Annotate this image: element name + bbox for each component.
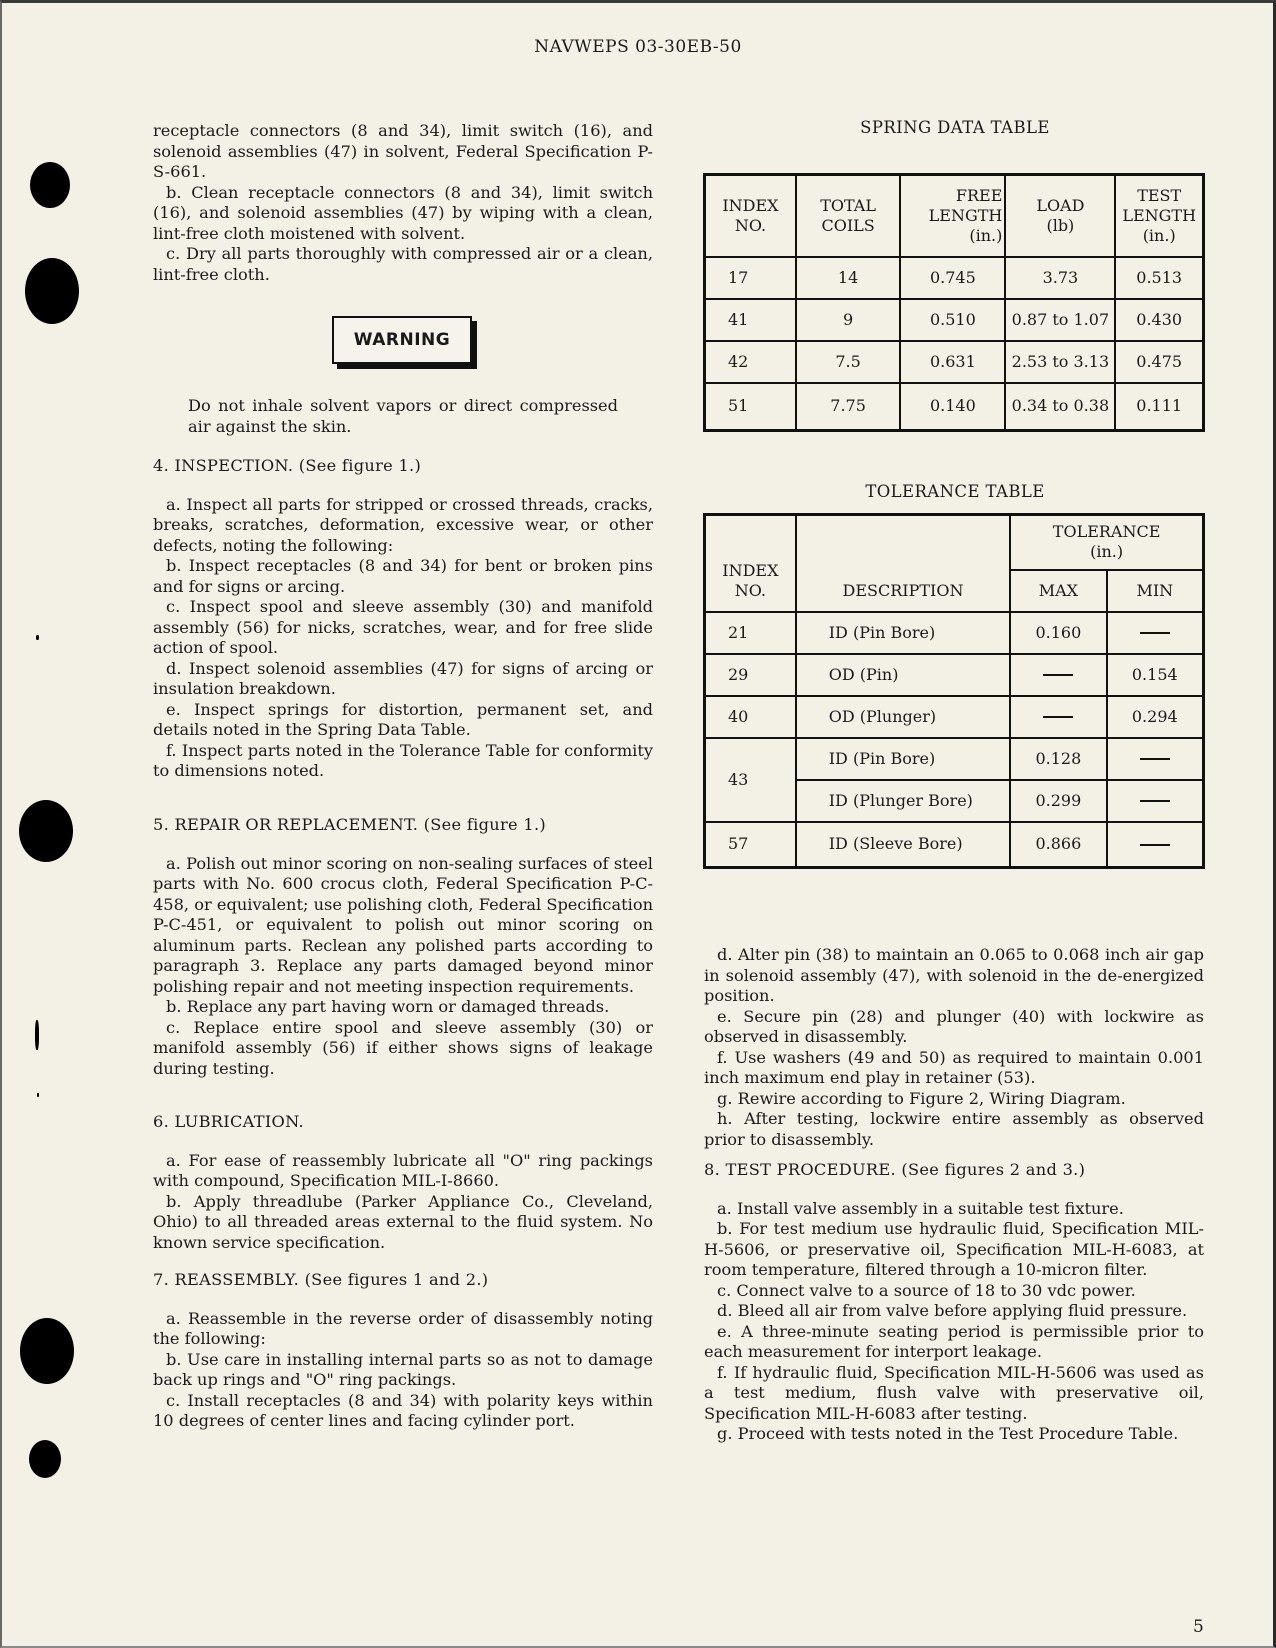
reassembly-continued: [704, 945, 1204, 1150]
column-header-max: MAX: [1010, 570, 1106, 612]
section-heading: 6. LUBRICATION.: [153, 1112, 304, 1131]
list-item: b. Use care in installing internal parts so as not to damage back up rings and "O" ring packings.: [153, 1349, 653, 1389]
warning-label: WARNING: [332, 316, 472, 364]
column-header-description: DESCRIPTION: [796, 515, 1010, 612]
table-row: 17 14 0.745 3.73 0.513: [705, 257, 1204, 299]
scan-mark: [37, 1093, 39, 1097]
column-header-free-length: FREE LENGTH (in.): [900, 175, 1005, 257]
list-item: a. Inspect all parts for stripped or crossed threads, cracks, breaks, scratches, deformation, excessive wear, or other defects, noting the following:: [153, 494, 653, 555]
dash-placeholder: [1140, 632, 1170, 634]
section-heading: 7. REASSEMBLY. (See figures 1 and 2.): [153, 1270, 489, 1289]
list-item: f. Inspect parts noted in the Tolerance Table for conformity to dimensions noted.: [153, 740, 653, 780]
tolerance-table: [703, 513, 1205, 869]
hole-punch-2: [25, 258, 79, 324]
list-item: e. A three-minute seating period is permissible prior to each measurement for interport leakage.: [704, 1321, 1204, 1361]
dash-placeholder: [1043, 716, 1073, 718]
table-header-row: [705, 175, 1204, 257]
list-item: d. Alter pin (38) to maintain an 0.065 to 0.068 inch air gap in solenoid assembly (47), with solenoid in the de-energized position.: [704, 945, 1204, 1005]
column-header-total-coils: TOTAL COILS: [796, 175, 900, 257]
paragraph: b. Clean receptacle connectors (8 and 34), limit switch (16), and solenoid assemblies (47) by wiping with a clean, lint-free cloth moistened with solvent.: [153, 182, 653, 243]
table-row: 40 OD (Plunger) 0.294: [705, 696, 1204, 738]
list-item: b. Apply threadlube (Parker Appliance Co., Cleveland, Ohio) to all threaded areas external to the fluid system. No known service specification.: [153, 1191, 653, 1252]
spring-data-table: [703, 173, 1205, 432]
column-header-index: INDEX NO.: [705, 175, 796, 257]
spring-table-title: SPRING DATA TABLE: [860, 118, 1050, 137]
tolerance-table-title: TOLERANCE TABLE: [865, 482, 1045, 501]
scan-mark: [36, 635, 39, 640]
list-item: f. Use washers (49 and 50) as required to maintain 0.001 inch maximum end play in retainer (53).: [704, 1047, 1204, 1087]
paragraph: c. Dry all parts thoroughly with compressed air or a clean, lint-free cloth.: [153, 244, 653, 284]
list-item: g. Rewire according to Figure 2, Wiring Diagram.: [717, 1088, 1126, 1108]
dash-placeholder: [1140, 758, 1170, 760]
list-item: a. For ease of reassembly lubricate all "O" ring packings with compound, Specification MIL-I-8660.: [153, 1150, 653, 1190]
list-item: c. Inspect spool and sleeve assembly (30) and manifold assembly (56) for nicks, scratches, wear, and for free slide action of spool.: [153, 597, 653, 657]
list-item: d. Inspect solenoid assemblies (47) for signs of arcing or insulation breakdown.: [153, 658, 653, 698]
list-item: f. If hydraulic fluid, Specification MIL-H-5606 was used as a test medium, flush valve with preservative oil, Specification MIL-H-6083 after testing.: [704, 1362, 1204, 1423]
list-item: b. Replace any part having worn or damaged threads.: [166, 997, 610, 1016]
list-item: c. Replace entire spool and sleeve assembly (30) or manifold assembly (56) if either shows signs of leakage during testing.: [153, 1017, 653, 1078]
table-header-row: [705, 515, 1204, 570]
column-header-tolerance: TOLERANCE (in.): [1010, 515, 1203, 570]
list-item: c. Install receptacles (8 and 34) with polarity keys within 10 degrees of center lines and facing cylinder port.: [153, 1390, 653, 1430]
table-row: 57 ID (Sleeve Bore) 0.866: [705, 822, 1204, 868]
list-item: d. Bleed all air from valve before applying fluid pressure.: [717, 1301, 1188, 1320]
hole-punch-3: [19, 800, 73, 862]
column-header-min: MIN: [1107, 570, 1204, 612]
scan-mark: [35, 1020, 39, 1050]
section-reassembly: [153, 1270, 653, 1432]
hole-punch-5: [29, 1440, 61, 1478]
list-item: g. Proceed with tests noted in the Test Procedure Table.: [717, 1424, 1179, 1443]
dash-placeholder: [1140, 800, 1170, 802]
hole-punch-1: [30, 162, 70, 208]
list-item: e. Inspect springs for distortion, permanent set, and details noted in the Spring Data Table.: [153, 699, 653, 739]
list-item: e. Secure pin (28) and plunger (40) with lockwire as observed in disassembly.: [704, 1006, 1204, 1046]
cleaning-continued: [153, 121, 653, 285]
section-heading: 4. INSPECTION. (See figure 1.): [153, 456, 422, 475]
page-number: 5: [1193, 1617, 1204, 1637]
section-repair: [153, 815, 653, 1079]
list-item: c. Connect valve to a source of 18 to 30 vdc power.: [717, 1280, 1136, 1300]
list-item: a. Install valve assembly in a suitable test fixture.: [717, 1198, 1124, 1218]
warning-callout: [332, 316, 472, 364]
column-header-load: LOAD (lb): [1005, 175, 1115, 257]
list-item: a. Polish out minor scoring on non-sealing surfaces of steel parts with No. 600 crocus cloth, Federal Specification P-C-458, or equivalent; use polishing cloth, Federal Specification P-C-451, or equivalent to polish out minor scoring on aluminum parts. Reclean any polished parts according to paragraph 3. Replace any parts damaged beyond minor polishing repair and not meeting inspection requirements.: [153, 853, 653, 996]
list-item: a. Reassemble in the reverse order of disassembly noting the following:: [153, 1308, 653, 1348]
table-row: 43 ID (Pin Bore) 0.128: [705, 738, 1204, 780]
column-header-test-length: TEST LENGTH (in.): [1115, 175, 1203, 257]
table-row: ID (Plunger Bore) 0.299: [705, 780, 1204, 822]
section-heading: 8. TEST PROCEDURE. (See figures 2 and 3.): [704, 1160, 1086, 1179]
paragraph: receptacle connectors (8 and 34), limit switch (16), and solenoid assemblies (47) in solvent, Federal Specification P-S-661.: [153, 121, 653, 181]
column-header-index: INDEX NO.: [705, 515, 796, 612]
table-row: 41 9 0.510 0.87 to 1.07 0.430: [705, 299, 1204, 341]
table-row: 21 ID (Pin Bore) 0.160: [705, 612, 1204, 654]
section-heading: 5. REPAIR OR REPLACEMENT. (See figure 1.): [153, 815, 547, 834]
dash-placeholder: [1043, 674, 1073, 676]
list-item: b. Inspect receptacles (8 and 34) for bent or broken pins and for signs or arcing.: [153, 556, 653, 596]
dash-placeholder: [1140, 844, 1170, 846]
section-test-procedure: [704, 1160, 1204, 1445]
list-item: b. For test medium use hydraulic fluid, Specification MIL-H-5606, or preservative oil, Specification MIL-H-6083, at room temperature, filtered through a 10-micron filter.: [704, 1219, 1204, 1279]
warning-text: Do not inhale solvent vapors or direct compressed air against the skin.: [188, 396, 618, 436]
section-inspection: [153, 456, 653, 782]
section-lubrication: [153, 1112, 653, 1253]
list-item: h. After testing, lockwire entire assembly as observed prior to disassembly.: [704, 1109, 1204, 1149]
table-row: 51 7.75 0.140 0.34 to 0.38 0.111: [705, 383, 1204, 431]
table-row: 29 OD (Pin) 0.154: [705, 654, 1204, 696]
hole-punch-4: [20, 1318, 74, 1384]
document-number-header: NAVWEPS 03-30EB-50: [534, 37, 742, 57]
table-row: 42 7.5 0.631 2.53 to 3.13 0.475: [705, 341, 1204, 383]
